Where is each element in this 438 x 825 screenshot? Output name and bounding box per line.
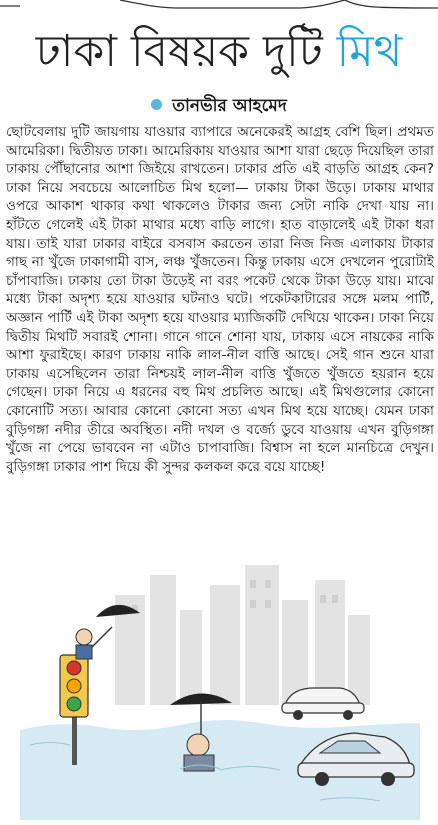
flooded-city-cartoon — [20, 555, 420, 820]
article-body: ছোটবেলায় দুটি জায়গায় যাওয়ার ব্যাপারে অনেকেরই আগ্রহ বেশি ছিল। প্রথমত আমেরিকা। দ্বিতীয়ত ঢাকা। আমেরিকায় যাওয়ার আশা যারা ছেড়ে দিয়েছিল তারা ঢাকায় পৌঁছানোর আশা জিইয়ে রাখতেন। ঢাকার প্রতি এই বাড়তি আগ্রহ কেন? ঢাকা নিয়ে সবচেয়ে আলোচিত মিথ হলো— ঢাকায় টাকা উড়ে। ঢাকায় মাথার ওপরে আকাশ থাকার কথা থাকলেও টাকার জন্য সেটা নাকি দেখা যায় না। হাঁটতে গেলেই এই টাকা মাথার মধ্যে বাড়ি লাগে। হাত বাড়ালেই এই টাকা ধরা যায়। তাই যারা ঢাকার বাইরে বসবাস করতেন তারা নিজ নিজ এলাকায় টাকার গাছ না খুঁজে ঢাকাগামী বাস, লঞ্চ খুঁজতেন। কিন্তু ঢাকায় এসে দেখলেন পুরোটাই চাঁপাবাজি। ঢাকায় তো টাকা উড়েই না বরং পকেট থেকে টাকা উড়ে যায়। মাঝে মধ্যে টাকা অদৃশ্য হয়ে যাওয়ার ঘটনাও ঘটে। পকেটকাটারের সঙ্গে মলম পার্টি, অজ্ঞান পার্টি এই টাকা অদৃশ্য হয়ে যাওয়ার ম্যাজিকটি দেখিয়ে থাকেন। ঢাকা নিয়ে দ্বিতীয় মিথটি সবারই শোনা। গানে গানে শোনা যায়, ঢাকায় এসে নায়কের নাকি আশা ফুরাইছে। কারণ ঢাকায় নাকি লাল-নীল বাত্তি আছে। সেই গান শুনে যারা ঢাকায় এসেছিলেন তারা নিশ্চয়ই লাল-নীল বাত্তি খুঁজতে খুঁজতে হয়রান হয়ে গেছেন। ঢাকা নিয়ে এ ধরনের বহু মিথ প্রচলিত আছে। এই মিথগুলোর কোনো কোনোটি সত্য। আবার কোনো কোনো সত্য এখন মিথ হয়ে যাচ্ছে। যেমন ঢাকা বুড়িগঙ্গা নদীর তীরে অবস্থিত। নদী দখল ও বর্জ্যে ডুবে যাওয়ায় এখন বুড়িগঙ্গা খুঁজে না পেয়ে ভাববেন না এটাও চাপাবাজি। বিশ্বাস না হলে মানচিত্রে দেখুন। বুড়িগঙ্গা ঢাকার পাশ দিয়ে কী সুন্দর কলকল করে বয়ে যাচ্ছে! — [6, 124, 435, 475]
blue-dot-icon — [151, 99, 162, 110]
article-title — [0, 22, 438, 82]
title-accent-text: মিথ — [336, 26, 403, 77]
title-main-text: ঢাকা বিষয়ক দুটি — [35, 26, 337, 77]
floating-car-upper — [282, 688, 364, 720]
author-byline — [0, 94, 438, 118]
skyline-silhouette — [115, 565, 370, 705]
page-tab-outline — [0, 0, 438, 14]
author-name: তানভীর আহমেদ — [172, 96, 287, 116]
